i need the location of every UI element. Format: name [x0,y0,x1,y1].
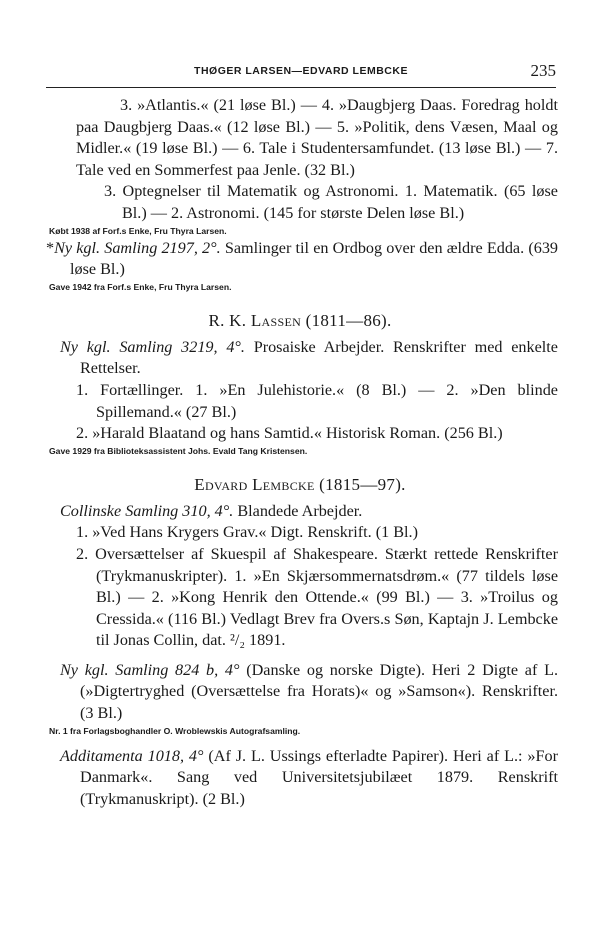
entry-description: (Danske og norske Digte). Heri 2 Digte af L. (»Digtertryghed (Oversættelse fra Horats)« og »Samson«). Renskrifter. (3 Bl.) [80,660,559,723]
lembcke-entry-ny-kgl-824b [60,660,559,725]
larsen-provenance-note-1: Købt 1938 af Forf.s Enke, Fru Thyra Larsen. [49,225,227,236]
running-header [46,62,556,82]
lassen-entry-ny-kgl-3219 [60,337,558,380]
lembcke-heading [0,474,600,496]
entry-description: Blandede Arbejder. [233,501,363,520]
header-rule [46,87,556,88]
larsen-provenance-note-2: Gave 1942 fra Forf.s Enke, Fru Thyra Larsen. [49,281,232,292]
page-body [0,95,600,810]
shelfmark: Ny kgl. Samling 3219, 4°. [60,337,245,356]
author-name: R. K. Lassen [208,310,302,330]
shelfmark: Collinske Samling 310, 4°. [60,501,234,520]
entry-description: Prosaiske Arbejder. Renskrifter med enkelte Rettelser. [80,337,558,378]
shelfmark: Ny kgl. Samling 824 b, 4° [60,660,240,679]
running-title: THØGER LARSEN—EDVARD LEMBCKE [194,65,408,77]
entry-description: (Af J. L. Ussings efterladte Papirer). Heri af L.: »For Danmark«. Sang ved Universitetsjubilæet 1879. Renskrift (Trykmanuskript). (2 Bl.) [80,746,558,808]
lassen-item-2: 2. »Harald Blaatand og hans Samtid.« Historisk Roman. (256 Bl.) [76,424,503,443]
star-mark: * [46,238,55,257]
page-number: 235 [530,61,556,80]
lassen-heading [0,310,600,332]
larsen-item-3: 3. Optegnelser til Matematik og Astronomi. 1. Matematik. (65 løse Bl.) — 2. Astronomi. (145 for største Delen løse Bl.) [104,182,558,222]
shelfmark: Additamenta 1018, 4° [60,746,204,765]
larsen-continued-item: 3. »Atlantis.« (21 løse Bl.) — 4. »Daugbjerg Daas. Foredrag holdt paa Daugbjerg Daas.« (12 løse Bl.) — 5. »Politik, dens Væsen, Maal og Midler.« (19 løse Bl.) — 6. Tale i Studentersamfundet. (13 løse Bl.) — 7. Tale ved en Sommerfest paa Jenle. (32 Bl.) [76,96,558,179]
author-name: Edvard Lembcke [194,474,315,494]
lembcke-entry-collinske-310 [60,501,558,523]
author-years: (1811—86). [301,310,392,330]
lassen-item-1: 1. Fortællinger. 1. »En Julehistorie.« (8 Bl.) — 2. »Den blinde Spillemand.« (27 Bl.) [76,380,558,421]
larsen-entry-ny-kgl-2197 [46,238,559,281]
lassen-provenance-note: Gave 1929 fra Biblioteksassistent Johs. Evald Tang Kristensen. [49,445,308,456]
lembcke-entry-additamenta-1018 [60,746,558,811]
entry-description: Samlinger til en Ordbog over den ældre Edda. (639 løse Bl.) [70,238,559,279]
author-years: (1815—97). [314,474,406,494]
lembcke-provenance-note: Nr. 1 fra Forlagsboghandler O. Wroblewskis Autografsamling. [49,725,301,736]
lembcke-item-2: 2. Oversættelser af Skuespil af Shakespeare. Stærkt rettede Renskrifter (Trykmanuskripter). 1. »En Skjærsommernatsdrøm.« (77 tildels løse Bl.) — 2. »Kong Henrik den Ottende.« (99 Bl.) — 3. »Troilus og Cressida.« (116 Bl.) Vedlagt Brev fra Overs.s Søn, Kaptajn J. Lembcke til Jonas Collin, dat. ²/₂ 1891. [76,544,558,650]
lembcke-item-1: 1. »Ved Hans Krygers Grav.« Digt. Renskrift. (1 Bl.) [76,523,418,542]
shelfmark: Ny kgl. Samling 2197, 2°. [54,238,221,257]
